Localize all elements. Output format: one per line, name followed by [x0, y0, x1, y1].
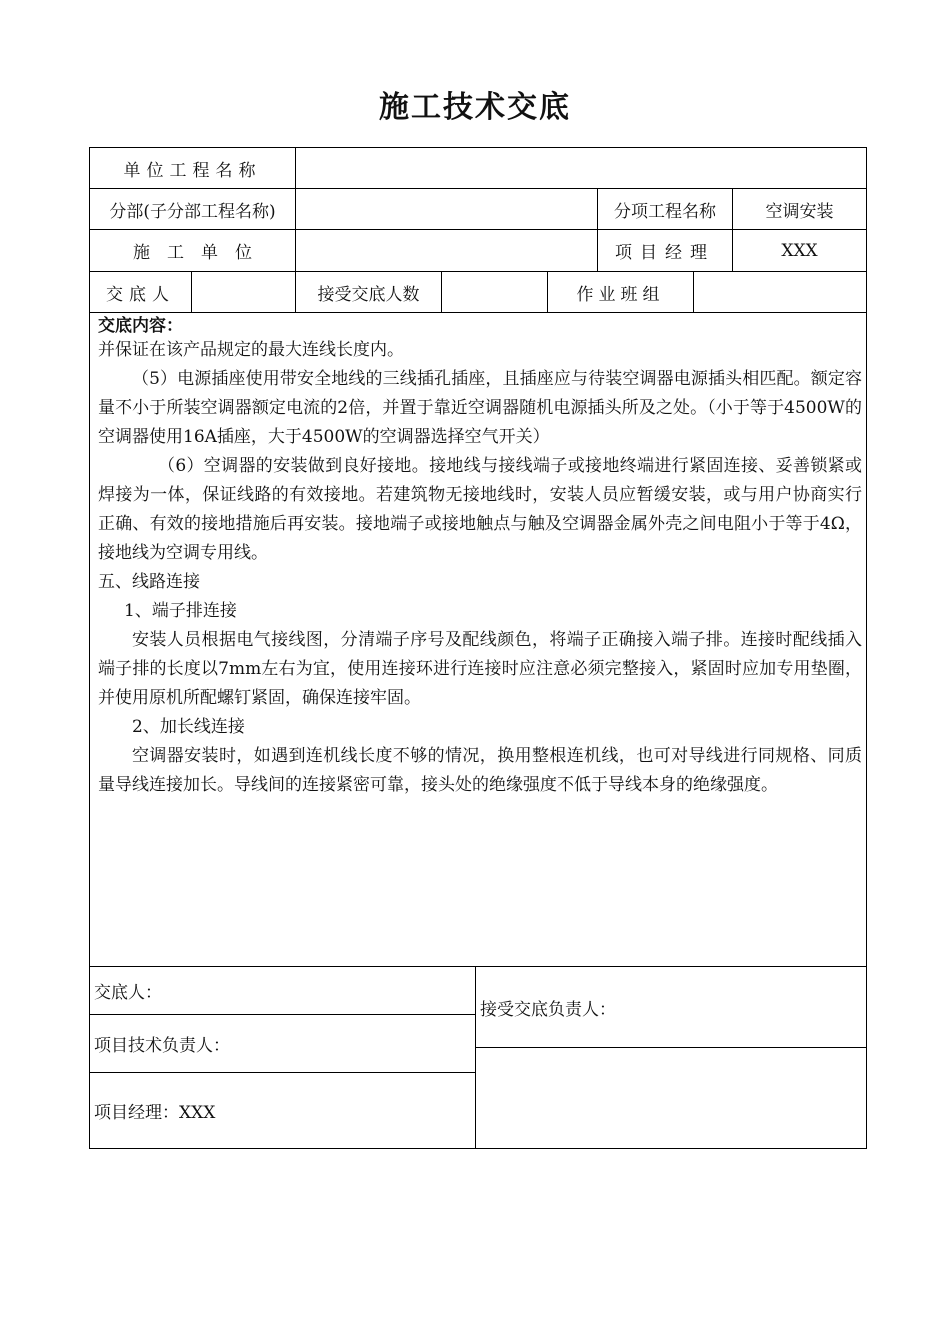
construction-unit-value[interactable] — [296, 230, 597, 271]
subitem-value[interactable]: 空调安装 — [765, 201, 834, 222]
content-heading: 交底内容： — [98, 316, 183, 336]
subsection-heading: 1、端子排连接 — [124, 601, 237, 621]
content-paragraph: 安装人员根据电气接线图，分清端子序号及配线颜色，将端子正确接入端子排。连接时配线插入端子排的长度以7mm左右为宜，使用连接环进行连接时应注意必须完整接入，紧固时应加专用垫圈，并使用原机所配螺钉紧固，确保连接牢固。 — [98, 630, 862, 708]
team-value[interactable] — [694, 272, 866, 312]
disclosure-content — [98, 316, 862, 800]
construction-unit-label: 施 工 单 位 — [133, 243, 252, 263]
document-title: 施工技术交底 — [379, 90, 571, 125]
content-paragraph: （5）电源插座使用带安全地线的三线插孔插座，且插座应与待装空调器电源插头相匹配。额定容量不小于所装空调器额定电流的2倍，并置于靠近空调器随机电源插头所及之处。（小于等于4500W的空调器使用16A插座，大于4500W的空调器选择空气开关） — [98, 369, 862, 447]
receiver-signature-area[interactable] — [476, 1048, 866, 1148]
project-manager-signature[interactable]: 项目经理：XXX — [94, 1103, 216, 1123]
section-heading: 五、线路连接 — [98, 572, 200, 592]
receiver-lead-signature[interactable]: 接受交底负责人： — [480, 999, 616, 1020]
discloser-label: 交底人 — [106, 284, 175, 305]
unit-project-label: 单位工程名称 — [123, 160, 262, 181]
receivers-count-label: 接受交底人数 — [317, 284, 420, 305]
discloser-value[interactable] — [192, 272, 295, 312]
receivers-count-value[interactable] — [442, 272, 547, 312]
disclosure-form-table — [89, 147, 867, 1149]
tech-lead-signature[interactable]: 项目技术负责人： — [94, 1036, 230, 1056]
division-label: 分部(子分部工程名称) — [109, 201, 276, 222]
content-paragraph: （6）空调器的安装做到良好接地。接地线与接线端子或接地终端进行紧固连接、妥善锁紧或焊接为一体，保证线路的有效接地。若建筑物无接地线时，安装人员应暂缓安装，或与用户协商实行正确、有效的接地措施后再安装。接地端子或接地触点与触及空调器金属外壳之间电阻小于等于4Ω，接地线为空调专用线。 — [98, 456, 862, 563]
subsection-heading: 2、加长线连接 — [132, 717, 245, 737]
project-manager-label: 项目经理 — [615, 243, 715, 263]
content-paragraph: 空调器安装时，如遇到连机线长度不够的情况，换用整根连机线，也可对导线进行同规格、同质量导线连接加长。导线间的连接紧密可靠，接头处的绝缘强度不低于导线本身的绝缘强度。 — [98, 746, 862, 795]
subitem-label: 分项工程名称 — [614, 201, 716, 222]
project-manager-value[interactable]: XXX — [781, 240, 818, 261]
unit-project-value[interactable] — [296, 148, 866, 188]
division-value[interactable] — [296, 189, 597, 229]
content-paragraph: 并保证在该产品规定的最大连线长度内。 — [98, 340, 404, 360]
team-label: 作业班组 — [576, 284, 665, 305]
discloser-signature[interactable]: 交底人： — [94, 983, 162, 1003]
